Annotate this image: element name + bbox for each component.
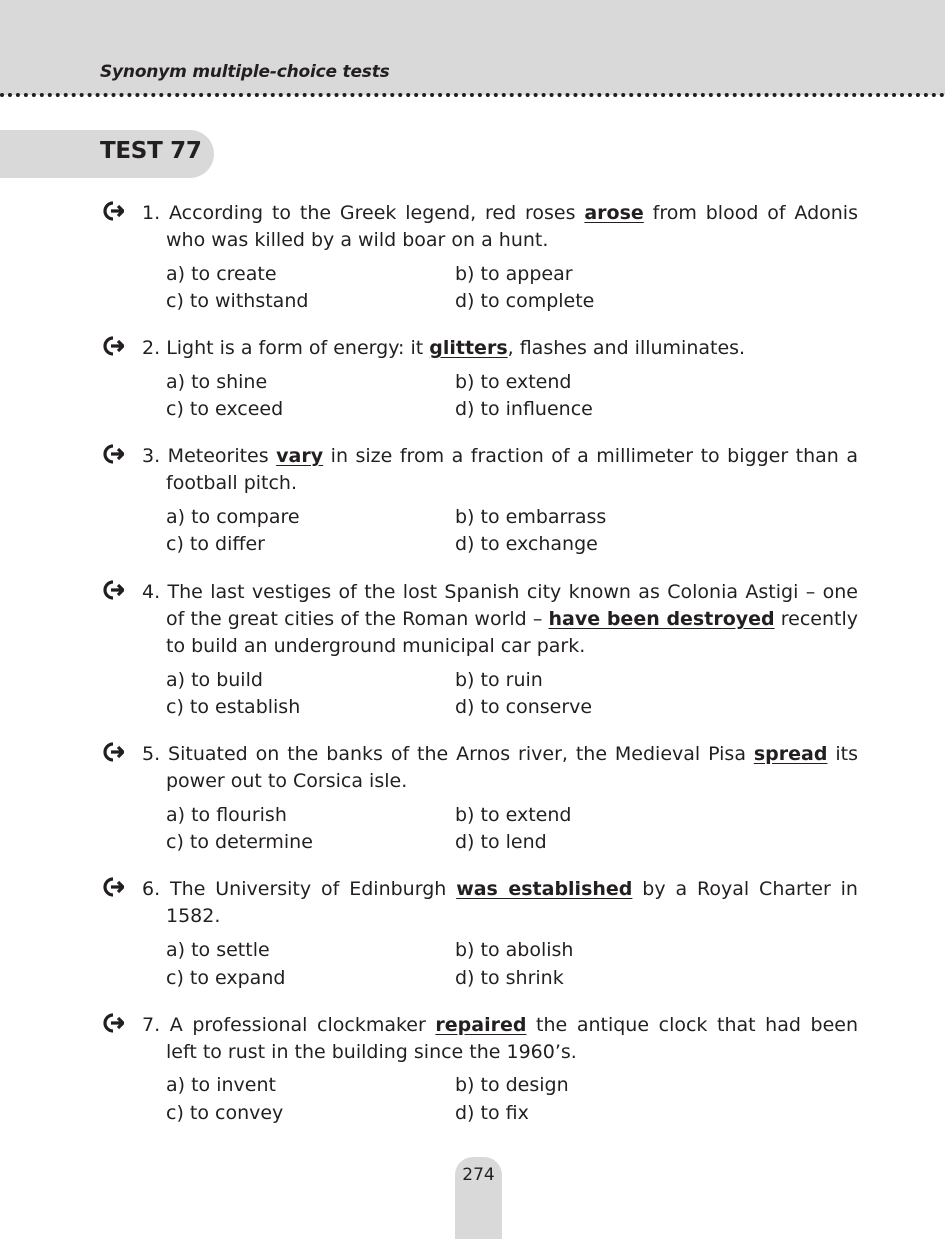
question-text-after: , flashes and illuminates. [507,337,746,359]
question-text-after: by a Royal Charter in 1582. [166,878,858,927]
option-a[interactable]: a) to settle [166,939,270,961]
question-text [142,741,858,795]
page-number: 274 [462,1165,495,1185]
option-d[interactable]: d) to complete [455,290,595,312]
question-text-before: A professional clockmaker [169,1014,436,1036]
question-text-after: in size from a fraction of a millimeter to bigger than a football pitch. [166,445,858,494]
option-a[interactable]: a) to shine [166,371,268,393]
arrow-circle-icon [102,200,124,222]
question-keyword: was established [456,878,633,900]
question-text-before: The University of Edinburgh [170,878,457,900]
option-b[interactable]: b) to embarrass [455,506,607,528]
option-c[interactable]: c) to establish [166,696,301,718]
question-keyword: vary [276,445,324,467]
option-b[interactable]: b) to extend [455,371,572,393]
question-number: 2. [142,337,161,359]
section-title: Synonym multiple-choice tests [100,62,390,82]
option-b[interactable]: b) to ruin [455,669,543,691]
arrow-circle-icon [102,443,124,465]
option-a[interactable]: a) to create [166,263,277,285]
header-dotted-divider [0,93,945,97]
option-d[interactable]: d) to conserve [455,696,593,718]
question-text [142,876,858,930]
test-title: TEST 77 [100,138,202,164]
arrow-circle-icon [102,1012,124,1034]
option-c[interactable]: c) to determine [166,831,313,853]
question-number: 7. [142,1014,161,1036]
question-text-before: Situated on the banks of the Arnos river, the Medieval Pisa [168,743,754,765]
question-text-after: from blood of Adonis who was killed by a wild boar on a hunt. [166,202,858,251]
question-keyword: have been destroyed [548,608,775,630]
question-text-before: According to the Greek legend, red roses [169,202,585,224]
question-number: 1. [142,202,161,224]
question-keyword: spread [753,743,828,765]
arrow-circle-icon [102,579,124,601]
arrow-circle-icon [102,741,124,763]
option-d[interactable]: d) to lend [455,831,547,853]
question-text-after: the antique clock that had been left to rust in the building since the 1960’s. [166,1014,859,1063]
option-d[interactable]: d) to fix [455,1102,529,1124]
option-a[interactable]: a) to compare [166,506,300,528]
question-text [142,579,858,660]
option-d[interactable]: d) to influence [455,398,593,420]
question-number: 6. [142,878,161,900]
option-b[interactable]: b) to extend [455,804,572,826]
question-text [142,200,858,254]
question-keyword: glitters [429,337,508,359]
question-number: 4. [142,581,161,603]
option-c[interactable]: c) to withstand [166,290,309,312]
option-d[interactable]: d) to exchange [455,533,598,555]
question-text [142,1012,858,1066]
question-text-before: The last vestiges of the lost Spanish city known as Colonia Astigi – one of the great cities of the Roman world – [166,581,858,630]
option-c[interactable]: c) to convey [166,1102,284,1124]
question-number: 3. [142,445,161,467]
question-text-before: Light is a form of energy: it [166,337,430,359]
option-c[interactable]: c) to expand [166,967,286,989]
option-a[interactable]: a) to build [166,669,263,691]
option-a[interactable]: a) to invent [166,1074,276,1096]
option-b[interactable]: b) to abolish [455,939,574,961]
question-keyword: arose [584,202,644,224]
question-text-after: its power out to Corsica isle. [166,743,858,792]
arrow-circle-icon [102,335,124,357]
question-text [142,335,858,362]
question-number: 5. [142,743,161,765]
option-c[interactable]: c) to exceed [166,398,284,420]
question-text-after: recently to build an underground municipal car park. [166,608,858,657]
question-text-before: Meteorites [167,445,277,467]
question-text [142,443,858,497]
option-b[interactable]: b) to appear [455,263,573,285]
question-keyword: repaired [435,1014,527,1036]
arrow-circle-icon [102,876,124,898]
option-c[interactable]: c) to differ [166,533,265,555]
option-a[interactable]: a) to flourish [166,804,287,826]
option-b[interactable]: b) to design [455,1074,569,1096]
option-d[interactable]: d) to shrink [455,967,564,989]
